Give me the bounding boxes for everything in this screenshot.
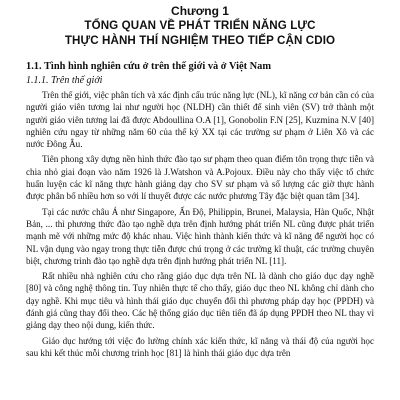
section-heading: 1.1. Tình hình nghiên cứu ở trên thế giới và ở Việt Nam <box>26 61 272 72</box>
paragraph-3: Tại các nước châu Á như Singapore, Ấn Độ, Philippin, Brunei, Malaysia, Hàn Quốc, Nhật Bản, ... thì phương thức đào tạo nghề dựa trên định hướng phát triển NL cũng được phát triển mạnh mẽ với những mức độ khác nhau. Việc hình thành kiến thức và kĩ năng để người học có NL vận dụng vào ngay trong thực tiễn được chú trọng ở các trường kĩ thuật, các trường chuyên biệt, chương trình đào tạo nghề dựa trên định hướng phát triển NL [11]. <box>26 206 374 266</box>
paragraph-2: Tiên phong xây dựng nền hình thức đào tạo sư phạm theo quan điểm tôn trọng thực tiễn và chia nhỏ giai đoạn vào năm 1926 là J.Watshon và A.Pojoux. Điều này cho thấy việc tổ chức huấn luyện các kĩ năng thực hành giảng dạy cho SV sư phạm và số lượng các giờ thực hành được phân bố nhiều hơn so với lí thuyết được các nước phương Tây đặc biệt quan tâm [34]. <box>26 154 374 202</box>
paragraph-5: Giáo dục hướng tới việc đo lường chính xác kiến thức, kĩ năng và thái độ của người học sau khi kết thúc mỗi chương trình học [81] là hình thái giáo dục dựa trên <box>26 335 374 358</box>
paragraph-4: Rất nhiều nhà nghiên cứu cho rằng giáo dục dựa trên NL là dành cho giáo dục dạy nghề [80] và công nghệ thông tin. Tuy nhiên thực tế cho thấy, giáo dục theo NL không chỉ dành cho dạy nghề. Khi mục tiêu và hình thái giáo dục chuyển đổi thì phương pháp dạy học (PPDH) và đánh giá cũng thay đổi theo. Các hệ thống giáo dục tiên tiến đã áp dụng PPDH theo NL thay vì giảng dạy theo nội dung, kiến thức. <box>26 271 374 331</box>
chapter-title-line-2: THỰC HÀNH THÍ NGHIỆM THEO TIẾP CẬN CDIO <box>64 34 336 47</box>
chapter-header <box>26 4 374 48</box>
subsection-heading: 1.1.1. Trên thế giới <box>26 75 103 86</box>
paragraph-1: Trên thế giới, việc phân tích và xác định cấu trúc năng lực (NL), kĩ năng cơ bản cần có của người giáo viên tương lai như người học (NLDH) cần thiết để sinh viên (SV) trở thành một người giáo viên tương lai đã được Abdoullina O.A [1], Gonobolin F.N [25], Kuzmina N.V [40] nghiên cứu ngay từ những năm 60 của thế kỷ XX tại các trường sư phạm ở Liên Xô và các nước Đông Âu. <box>26 90 374 150</box>
body-text <box>26 89 374 359</box>
chapter-title-line-1: TỔNG QUAN VỀ PHÁT TRIỂN NĂNG LỰC <box>84 19 316 32</box>
chapter-label: Chương 1 <box>171 4 229 18</box>
